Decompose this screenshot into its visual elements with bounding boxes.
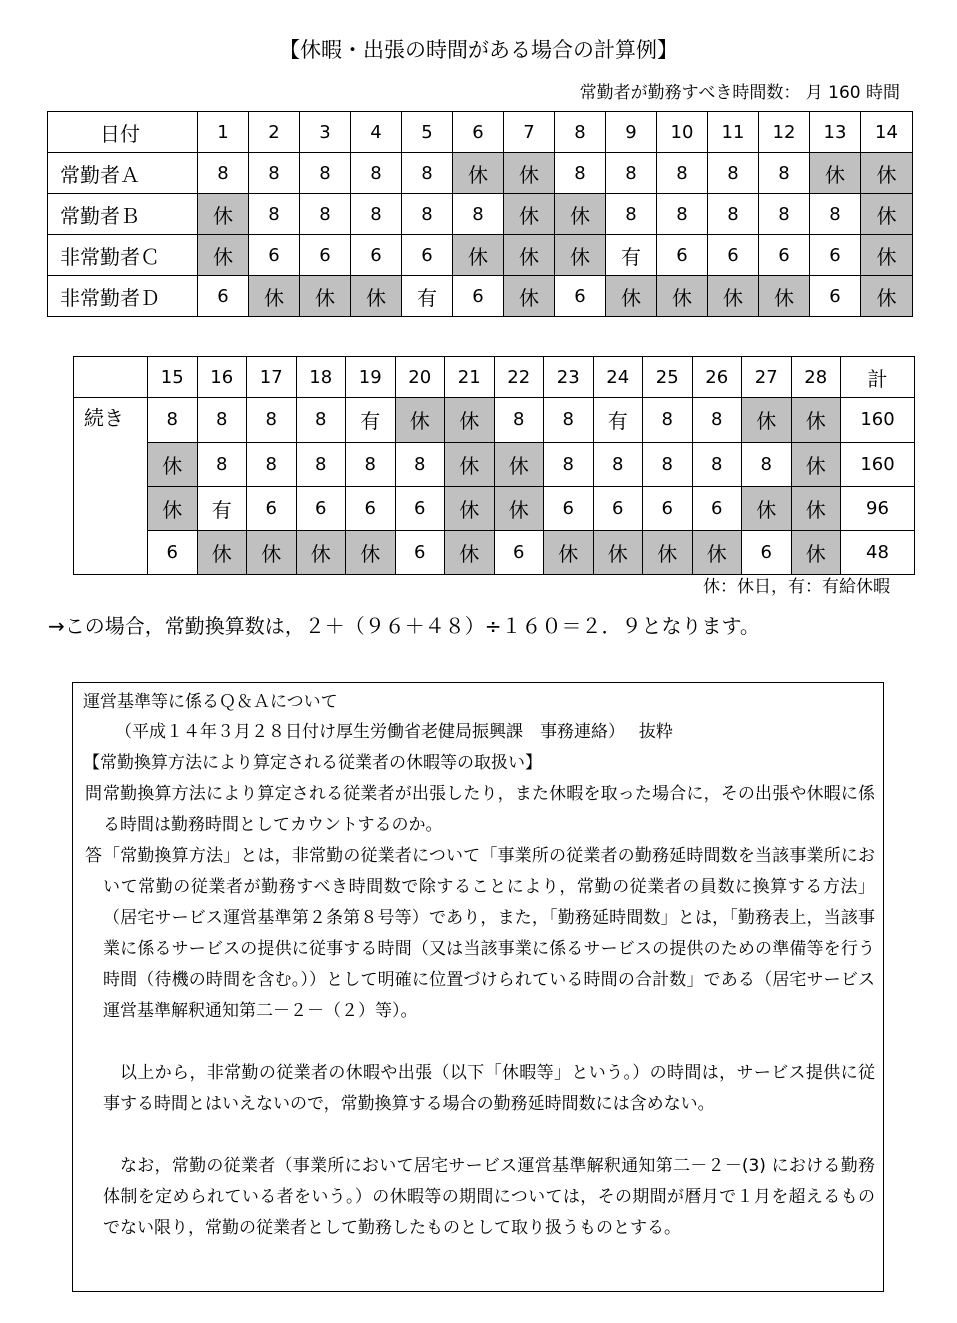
schedule-cell: 6 (249, 235, 300, 276)
schedule-cell: 休 (742, 486, 792, 530)
table-header-row (74, 357, 915, 398)
schedule-cell: 休 (504, 153, 555, 194)
schedule-cell: 8 (657, 153, 708, 194)
schedule-cell: 6 (742, 530, 792, 575)
schedule-cell: 休 (247, 530, 297, 575)
schedule-cell: 6 (810, 276, 861, 317)
schedule-cell: 休 (861, 153, 913, 194)
day-header: 17 (247, 357, 297, 398)
schedule-cell: 6 (395, 530, 445, 575)
total-cell: 160 (841, 442, 915, 486)
continued-label: 続き (74, 398, 148, 443)
schedule-cell: 休 (504, 276, 555, 317)
schedule-cell: 8 (249, 194, 300, 235)
schedule-cell: 有 (346, 398, 396, 443)
schedule-cell: 休 (453, 153, 504, 194)
employee-label: 常勤者Ａ (48, 153, 198, 194)
schedule-cell: 休 (504, 235, 555, 276)
schedule-cell: 休 (445, 530, 495, 575)
qa-heading: 運営基準等に係るＱ＆Ａについて (83, 692, 338, 712)
day-header: 21 (445, 357, 495, 398)
schedule-table-days-15-28 (73, 356, 915, 575)
page-title: 【休暇・出張の時間がある場合の計算例】 (279, 38, 678, 62)
schedule-cell: 休 (445, 442, 495, 486)
schedule-cell: 休 (198, 235, 249, 276)
schedule-cell: 8 (759, 194, 810, 235)
day-header: 2 (249, 112, 300, 153)
schedule-cell: 休 (555, 235, 606, 276)
schedule-cell: 6 (346, 486, 396, 530)
schedule-cell: 8 (606, 194, 657, 235)
schedule-cell: 休 (593, 530, 643, 575)
schedule-cell: 休 (791, 486, 841, 530)
schedule-cell: 休 (453, 235, 504, 276)
day-header: 5 (402, 112, 453, 153)
day-header: 22 (494, 357, 544, 398)
question-mark: 問 (85, 784, 102, 804)
table-row (74, 398, 915, 443)
schedule-cell: 8 (692, 442, 742, 486)
schedule-cell: 8 (351, 153, 402, 194)
schedule-cell: 8 (197, 398, 247, 443)
continued-label-blank (74, 442, 148, 486)
schedule-cell: 有 (606, 235, 657, 276)
question-text: 常勤換算方法により算定される従業者が出張したり，また休暇を取った場合に，その出張や休暇に係る時間は勤務時間としてカウントするのか。 (103, 784, 875, 835)
schedule-cell: 8 (708, 153, 759, 194)
schedule-cell: 8 (300, 153, 351, 194)
schedule-cell: 休 (296, 530, 346, 575)
day-header: 28 (791, 357, 841, 398)
day-header: 24 (593, 357, 643, 398)
schedule-cell: 8 (657, 194, 708, 235)
date-header-label: 日付 (48, 112, 198, 153)
schedule-cell: 8 (247, 398, 297, 443)
day-header: 1 (198, 112, 249, 153)
schedule-cell: 6 (494, 530, 544, 575)
schedule-cell: 有 (593, 398, 643, 443)
schedule-cell: 8 (643, 442, 693, 486)
total-cell: 96 (841, 486, 915, 530)
day-header: 27 (742, 357, 792, 398)
schedule-cell: 休 (346, 530, 396, 575)
day-header: 16 (197, 357, 247, 398)
schedule-cell: 休 (198, 194, 249, 235)
schedule-cell: 休 (810, 153, 861, 194)
schedule-cell: 8 (148, 398, 198, 443)
day-header: 26 (692, 357, 742, 398)
schedule-cell: 6 (198, 276, 249, 317)
legend: 休：休日，有：有給休暇 (703, 577, 890, 597)
schedule-cell: 休 (861, 194, 913, 235)
schedule-cell: 休 (791, 530, 841, 575)
schedule-cell: 有 (402, 276, 453, 317)
schedule-cell: 8 (395, 442, 445, 486)
employee-label: 非常勤者Ｄ (48, 276, 198, 317)
schedule-cell: 6 (148, 530, 198, 575)
schedule-cell: 休 (657, 276, 708, 317)
schedule-cell: 8 (544, 442, 594, 486)
schedule-cell: 休 (351, 276, 402, 317)
calculation-result: →この場合，常勤換算数は，２＋（９６＋４８）÷１６０＝２．９となります。 (48, 614, 760, 638)
schedule-table-days-1-14 (47, 111, 913, 317)
day-header: 15 (148, 357, 198, 398)
answer-paragraph-2: 以上から，非常勤の従業者の休暇や出張（以下「休暇等」という。）の時間は，サービス提供に従事する時間とはいえないので，常勤換算する場合の勤務延時間数には含めない。 (103, 1063, 875, 1114)
schedule-cell: 8 (759, 153, 810, 194)
schedule-cell: 8 (296, 442, 346, 486)
answer-mark: 答 (85, 846, 102, 866)
schedule-cell: 8 (300, 194, 351, 235)
answer-paragraph-3: なお，常勤の従業者（事業所において居宅サービス運営基準解釈通知第二－２－(3) における勤務体制を定められている者をいう。）の休暇等の期間については，その期間が暦月で１月を超えるものでない限り，常勤の従業者として勤務したものとして取り扱うものとする。 (103, 1156, 875, 1238)
schedule-cell: 休 (861, 276, 913, 317)
schedule-cell: 6 (402, 235, 453, 276)
schedule-cell: 8 (296, 398, 346, 443)
schedule-cell: 休 (791, 398, 841, 443)
table-row (74, 442, 915, 486)
total-cell: 160 (841, 398, 915, 443)
schedule-cell: 6 (692, 486, 742, 530)
schedule-cell: 6 (555, 276, 606, 317)
schedule-cell: 休 (544, 530, 594, 575)
table-header-row (48, 112, 913, 153)
schedule-cell: 8 (346, 442, 396, 486)
schedule-cell: 8 (249, 153, 300, 194)
schedule-cell: 6 (300, 235, 351, 276)
table-row (48, 276, 913, 317)
schedule-cell: 6 (657, 235, 708, 276)
day-header: 18 (296, 357, 346, 398)
schedule-cell: 6 (643, 486, 693, 530)
table-row (48, 194, 913, 235)
day-header: 23 (544, 357, 594, 398)
schedule-cell: 休 (148, 486, 198, 530)
day-header: 25 (643, 357, 693, 398)
day-header: 20 (395, 357, 445, 398)
schedule-cell: 6 (247, 486, 297, 530)
answer-paragraph-1: 「常勤換算方法」とは，非常勤の従業者について「事業所の従業者の勤務延時間数を当該事業所において常勤の従業者が勤務すべき時間数で除することにより，常勤の従業者の員数に換算する方法」（居宅サービス運営基準第２条第８号等）であり，また，「勤務延時間数」とは，「勤務表上，当該事業に係るサービスの提供に従事する時間（又は当該事業に係るサービスの提供のための準備等を行う時間（待機の時間を含む。））として明確に位置づけられている時間の合計数」である（居宅サービス運営基準解釈通知第二－２－（２）等）。 (103, 846, 875, 1021)
total-header: 計 (841, 357, 915, 398)
schedule-cell: 6 (544, 486, 594, 530)
day-header: 12 (759, 112, 810, 153)
schedule-cell: 8 (555, 153, 606, 194)
schedule-cell: 8 (197, 442, 247, 486)
schedule-cell: 有 (197, 486, 247, 530)
day-header: 11 (708, 112, 759, 153)
schedule-cell: 8 (544, 398, 594, 443)
schedule-cell: 8 (708, 194, 759, 235)
schedule-cell: 休 (197, 530, 247, 575)
schedule-cell: 休 (861, 235, 913, 276)
day-header: 7 (504, 112, 555, 153)
total-cell: 48 (841, 530, 915, 575)
day-header: 10 (657, 112, 708, 153)
schedule-cell: 8 (247, 442, 297, 486)
day-header: 14 (861, 112, 913, 153)
day-header: 13 (810, 112, 861, 153)
qa-topic: 【常勤換算方法により算定される従業者の休暇等の取扱い】 (83, 753, 542, 773)
schedule-cell: 休 (791, 442, 841, 486)
schedule-cell: 休 (555, 194, 606, 235)
continued-label-blank (74, 530, 148, 575)
schedule-cell: 休 (445, 486, 495, 530)
employee-label: 非常勤者Ｃ (48, 235, 198, 276)
schedule-cell: 8 (643, 398, 693, 443)
table-row (74, 530, 915, 575)
schedule-cell: 8 (351, 194, 402, 235)
day-header: 3 (300, 112, 351, 153)
schedule-cell: 8 (402, 153, 453, 194)
schedule-cell: 8 (692, 398, 742, 443)
schedule-cell: 休 (708, 276, 759, 317)
schedule-cell: 休 (494, 442, 544, 486)
table-row (48, 235, 913, 276)
schedule-cell: 休 (494, 486, 544, 530)
schedule-cell: 休 (249, 276, 300, 317)
day-header: 9 (606, 112, 657, 153)
day-header: 6 (453, 112, 504, 153)
schedule-cell: 6 (810, 235, 861, 276)
day-header: 4 (351, 112, 402, 153)
schedule-cell: 6 (395, 486, 445, 530)
day-header: 19 (346, 357, 396, 398)
schedule-cell: 休 (692, 530, 742, 575)
day-header: 8 (555, 112, 606, 153)
continued-label-blank (74, 486, 148, 530)
schedule-cell: 6 (759, 235, 810, 276)
schedule-cell: 休 (759, 276, 810, 317)
schedule-cell: 休 (148, 442, 198, 486)
schedule-cell: 8 (593, 442, 643, 486)
qa-excerpt-box (72, 682, 884, 1292)
schedule-cell: 休 (643, 530, 693, 575)
required-hours-note: 常勤者が勤務すべき時間数： 月 160 時間 (579, 83, 900, 103)
schedule-cell: 休 (300, 276, 351, 317)
schedule-cell: 6 (296, 486, 346, 530)
schedule-cell: 8 (453, 194, 504, 235)
table-row (74, 486, 915, 530)
schedule-cell: 8 (494, 398, 544, 443)
schedule-cell: 休 (504, 194, 555, 235)
schedule-cell: 8 (198, 153, 249, 194)
schedule-cell: 8 (606, 153, 657, 194)
schedule-cell: 休 (445, 398, 495, 443)
schedule-cell: 休 (395, 398, 445, 443)
schedule-cell: 6 (351, 235, 402, 276)
schedule-cell: 6 (593, 486, 643, 530)
blank-header-cell (74, 357, 148, 398)
schedule-cell: 6 (453, 276, 504, 317)
schedule-cell: 休 (606, 276, 657, 317)
schedule-cell: 6 (708, 235, 759, 276)
schedule-cell: 8 (402, 194, 453, 235)
qa-source: （平成１４年３月２８日付け厚生労働省老健局振興課 事務連絡） 抜粋 (115, 722, 673, 742)
schedule-cell: 8 (742, 442, 792, 486)
employee-label: 常勤者Ｂ (48, 194, 198, 235)
table-row (48, 153, 913, 194)
schedule-cell: 休 (742, 398, 792, 443)
schedule-cell: 8 (810, 194, 861, 235)
